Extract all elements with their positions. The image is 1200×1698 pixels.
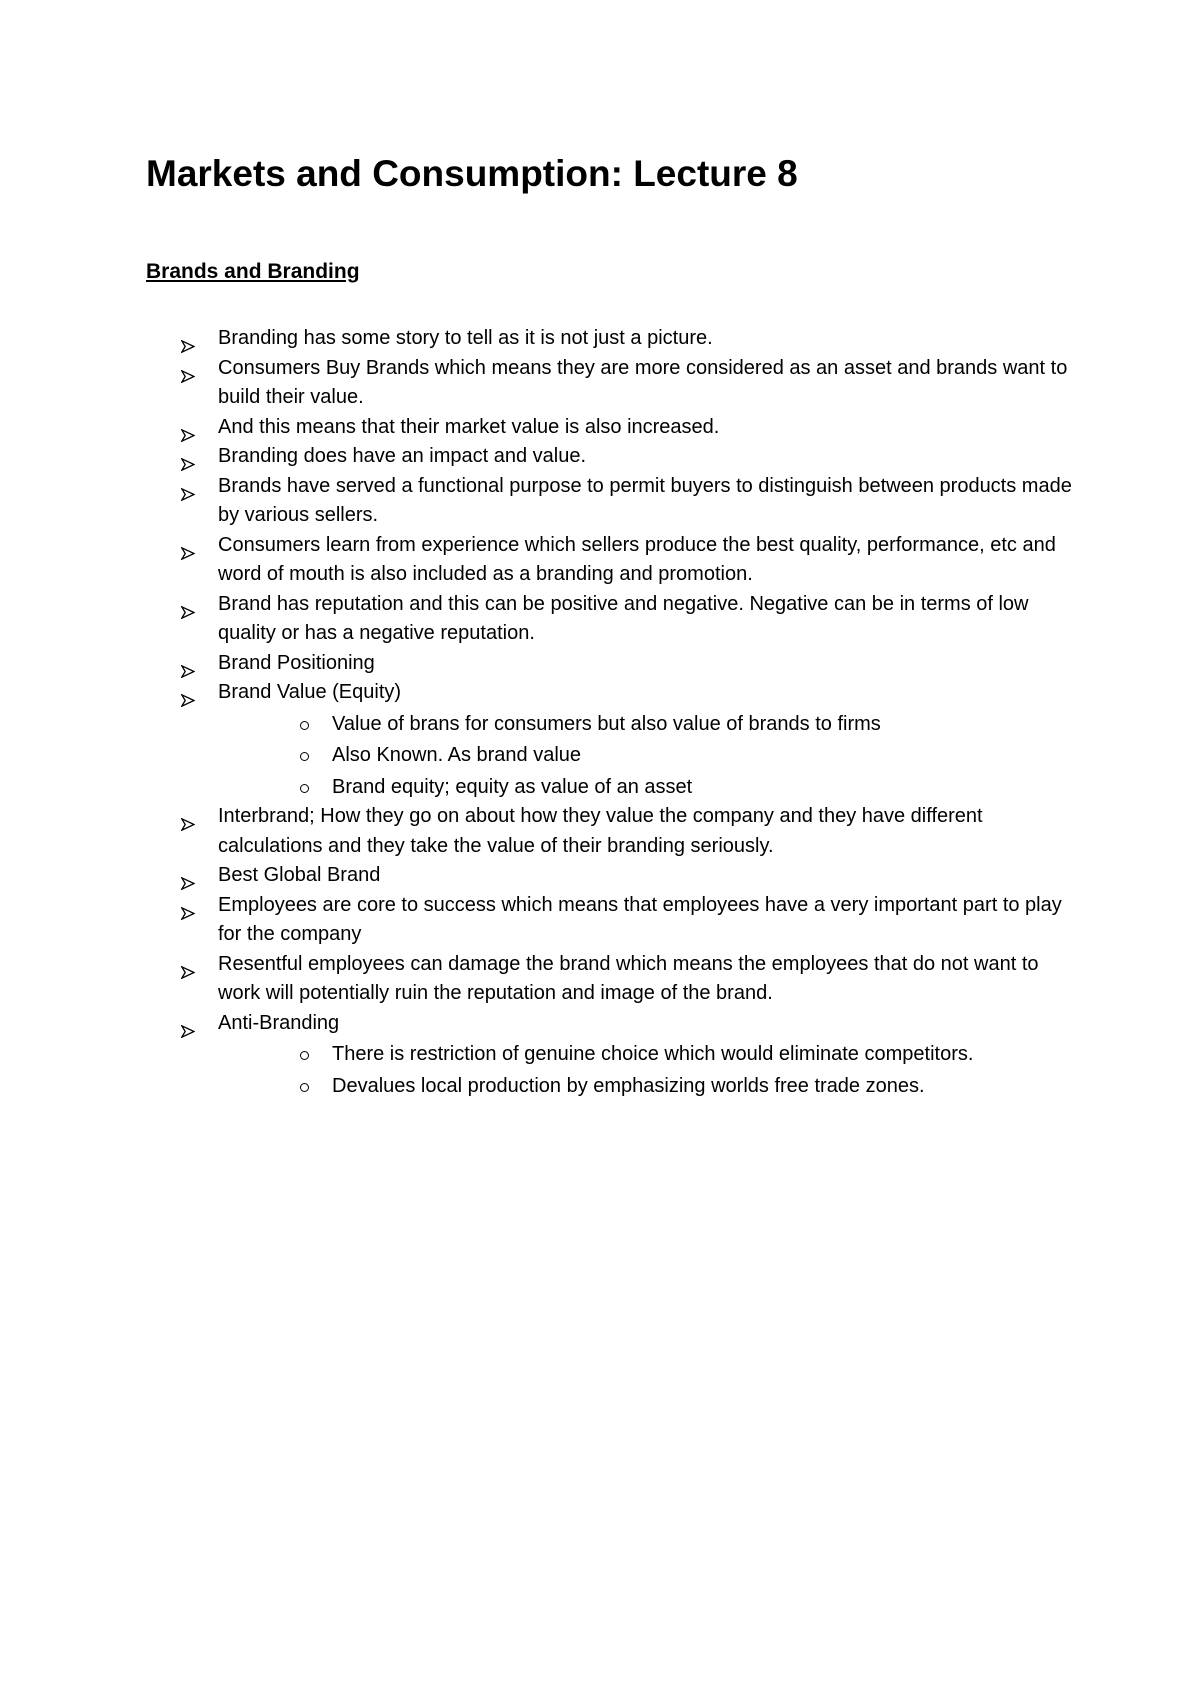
list-item — [178, 442, 1078, 472]
arrow-bullet-icon — [181, 363, 195, 376]
section-heading: Brands and Branding — [146, 260, 360, 283]
circle-bullet-icon — [300, 784, 309, 793]
sub-list-item — [218, 741, 1078, 771]
arrow-bullet-icon — [181, 687, 195, 700]
sub-list-item — [218, 773, 1078, 803]
arrow-bullet-icon — [181, 451, 195, 464]
list-item — [178, 891, 1078, 950]
arrow-bullet-icon — [181, 658, 195, 671]
list-item-text: Interbrand; How they go on about how they value the company and they have different calculations and they take the value of their branding seriously. — [218, 805, 983, 857]
arrow-bullet-icon — [181, 481, 195, 494]
sub-list-item-text: Brand equity; equity as value of an asset — [332, 775, 693, 798]
sub-list-item-text: Devalues local production by emphasizing worlds free trade zones. — [332, 1074, 925, 1097]
list-item-text: Brand Value (Equity) — [218, 681, 402, 703]
list-item-text: Consumers Buy Brands which means they are more considered as an asset and brands want to build their value. — [218, 356, 1068, 408]
sub-list-item-text: Value of brans for consumers but also value of brands to firms — [332, 712, 881, 735]
sub-list-item-text: There is restriction of genuine choice which would eliminate competitors. — [332, 1043, 974, 1065]
list-item — [178, 678, 1078, 802]
sub-list-item — [218, 1040, 1078, 1070]
arrow-bullet-icon — [181, 599, 195, 612]
list-item — [178, 413, 1078, 443]
arrow-bullet-icon — [181, 900, 195, 913]
list-item-text: Branding does have an impact and value. — [218, 445, 587, 467]
list-item — [178, 472, 1078, 531]
list-item-text: And this means that their market value is also increased. — [218, 415, 720, 438]
arrow-bullet-icon — [181, 1018, 195, 1031]
list-item-text: Resentful employees can damage the brand which means the employees that do not want to work will potentially ruin the reputation and image of the brand. — [218, 952, 1039, 1004]
list-item-text: Branding has some story to tell as it is not just a picture. — [218, 327, 713, 349]
circle-bullet-icon — [300, 1083, 309, 1092]
list-item — [178, 531, 1078, 590]
arrow-bullet-icon — [181, 870, 195, 883]
list-item — [178, 802, 1078, 861]
list-item-text: Brand has reputation and this can be positive and negative. Negative can be in terms of low quality or has a negative reputation. — [218, 592, 1029, 644]
document-title: Markets and Consumption: Lecture 8 — [146, 153, 798, 194]
list-item — [178, 1009, 1078, 1102]
sub-list — [218, 710, 1078, 803]
sub-list-item — [218, 710, 1078, 740]
circle-bullet-icon — [300, 752, 309, 761]
bullet-list — [178, 324, 1078, 1101]
circle-bullet-icon — [300, 721, 309, 730]
list-item-text: Anti-Branding — [218, 1011, 340, 1034]
circle-bullet-icon — [300, 1051, 309, 1060]
arrow-bullet-icon — [181, 959, 195, 972]
list-item-text: Consumers learn from experience which sellers produce the best quality, performance, etc and word of mouth is also included as a branding and promotion. — [218, 533, 1056, 585]
sub-list — [218, 1040, 1078, 1101]
arrow-bullet-icon — [181, 540, 195, 553]
list-item — [178, 324, 1078, 354]
list-item — [178, 354, 1078, 413]
arrow-bullet-icon — [181, 811, 195, 824]
list-item — [178, 861, 1078, 891]
list-item — [178, 649, 1078, 679]
list-item — [178, 950, 1078, 1009]
sub-list-item-text: Also Known. As brand value — [332, 744, 582, 766]
list-item-text: Brands have served a functional purpose to permit buyers to distinguish between products made by various sellers. — [218, 474, 1072, 526]
sub-list-item — [218, 1072, 1078, 1102]
list-item — [178, 590, 1078, 649]
arrow-bullet-icon — [181, 422, 195, 435]
list-item-text: Brand Positioning — [218, 651, 375, 674]
arrow-bullet-icon — [181, 333, 195, 346]
list-item-text: Best Global Brand — [218, 864, 381, 886]
list-item-text: Employees are core to success which means that employees have a very important part to play for the company — [218, 893, 1062, 945]
